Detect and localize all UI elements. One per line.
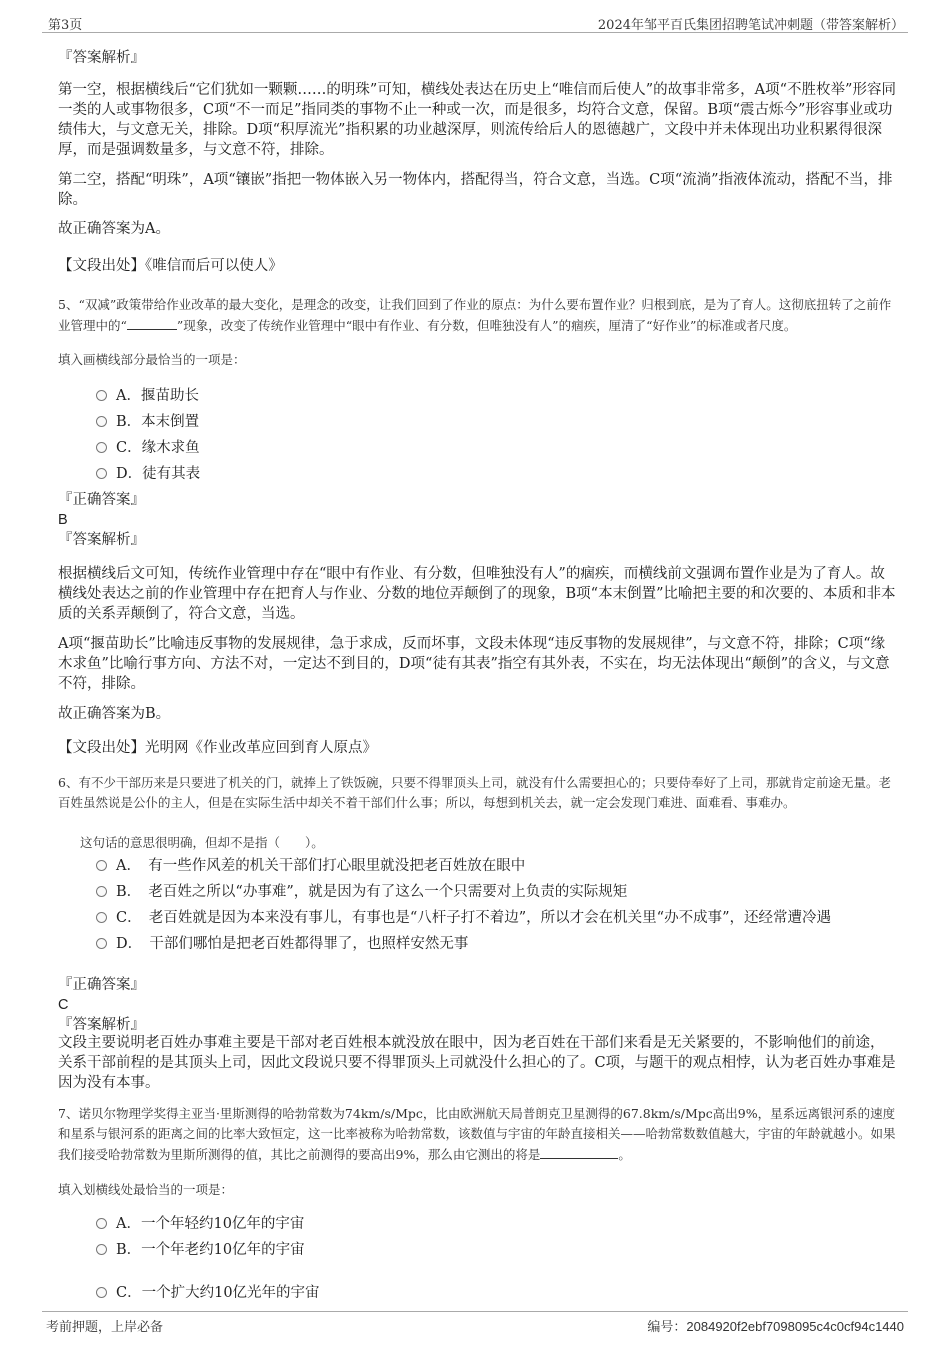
document-code: 编号：2084920f2ebf7098095c4c0cf94c1440: [647, 1319, 904, 1334]
q7-option-c[interactable]: [96, 1283, 320, 1303]
q7-option-b[interactable]: [96, 1240, 305, 1260]
radio-icon[interactable]: [96, 468, 107, 479]
radio-icon[interactable]: [96, 912, 107, 923]
q6-analysis: 文段主要说明老百姓办事难主要是干部对老百姓根本就没放在眼中，因为老百姓在干部们来看是无关紧要的，不影响他们的前途，关系干部前程的是其顶头上司，因此文段说只要不得罪顶头上司就没什么担心的了。C项，与题干的观点相悖，认为老百姓办事难是因为没有本事。: [58, 1035, 896, 1091]
radio-icon[interactable]: [96, 390, 107, 401]
prev-analysis-para2: 第二空，搭配“明珠”，A项“镶嵌”指把一物体嵌入另一物体内，搭配得当，符合文意，当选。C项“流淌”指液体流动，搭配不当，排除。: [58, 172, 893, 208]
q6-prompt: 这句话的意思很明确，但却不是指（ ）。: [80, 835, 324, 850]
q6-option-a[interactable]: [96, 856, 525, 876]
q6-option-b-label: B． 老百姓之所以“办事难”，就是因为有了这么一个只需要对上负责的实际规矩: [116, 884, 628, 900]
radio-icon[interactable]: [96, 416, 107, 427]
document-title: 2024年邹平百氏集团招聘笔试冲刺题（带答案解析）: [597, 18, 904, 33]
q5-answer-label: 『正确答案』: [58, 492, 145, 508]
radio-icon[interactable]: [96, 860, 107, 871]
q6-analysis-label: 『答案解析』: [58, 1017, 145, 1033]
page-number: 第3页: [48, 18, 83, 33]
q7-stem: [58, 1104, 898, 1165]
prev-conclusion: 故正确答案为A。: [58, 221, 170, 237]
q7-stem-text: 7、诺贝尔物理学奖得主亚当·里斯测得的哈勃常数为74km/s/Mpc，比由欧洲航天局普朗克卫星测得的67.8km/s/Mpc高出9%，星系远离银河系的速度和星系与银河系的距离之间的比率大致恒定，这一比率被称为哈勃常数，该数值与宇宙的年龄直接相关——哈勃常数数值越大，宇宙的年龄就越小。如果我们接受哈勃常数为里斯所测得的值，其比之前测得的要高出9%，那么由它测出的将是: [58, 1106, 896, 1162]
radio-icon[interactable]: [96, 886, 107, 897]
q6-option-c[interactable]: [96, 908, 831, 928]
q5-stem: [58, 295, 898, 336]
q7-option-a-label: A．一个年轻约10亿年的宇宙: [116, 1216, 305, 1232]
q5-option-d-label: D．徒有其表: [116, 466, 201, 482]
q6-option-b[interactable]: [96, 882, 627, 902]
q5-prompt: 填入画横线部分最恰当的一项是：: [58, 352, 246, 367]
q7-stem-end: 。: [618, 1147, 631, 1162]
footer-slogan: 考前押题，上岸必备: [46, 1320, 164, 1335]
q6-option-d-label: D． 干部们哪怕是把老百姓都得罪了，也照样安然无事: [116, 936, 469, 952]
radio-icon[interactable]: [96, 1244, 107, 1255]
q7-option-c-label: C．一个扩大约10亿光年的宇宙: [116, 1285, 320, 1301]
radio-icon[interactable]: [96, 1218, 107, 1229]
q5-analysis-label: 『答案解析』: [58, 532, 145, 548]
q5-conclusion: 故正确答案为B。: [58, 706, 171, 722]
q6-option-d[interactable]: [96, 934, 468, 954]
q5-stem-after: ”现象，改变了传统作业管理中“眼中有作业、有分数，但唯独没有人”的痼疾，厘清了“好作业”的标准或者尺度。: [176, 318, 797, 333]
q5-stem-before: 5、“双减”政策带给作业改革的最大变化，是理念的改变，让我们回到了作业的原点：为什么要布置作业？归根到底，是为了育人。这彻底扭转了之前作业管理中的“: [58, 297, 892, 333]
q6-stem: 6、有不少干部历来是只要进了机关的门，就捧上了铁饭碗，只要不得罪顶头上司，就没有什么需要担心的；只要侍奉好了上司，那就肯定前途无量。老百姓虽然说是公仆的主人，但是在实际生活中却关不着干部们什么事；所以，每想到机关去，就一定会发现门难进、面难看、事难办。: [58, 775, 891, 810]
q5-answer: B: [58, 512, 68, 528]
q5-option-b[interactable]: [96, 412, 199, 432]
q5-analysis-para2: A项“揠苗助长”比喻违反事物的发展规律，急于求成，反而坏事，文段未体现“违反事物的发展规律”，与文意不符，排除；C项“缘木求鱼”比喻行事方向、方法不对，一定达不到目的，D项“徒有其表”指空有其外表，不实在，均无法体现出“颠倒”的含义，与文意不符，排除。: [58, 636, 890, 692]
q5-blank: [127, 315, 177, 330]
q5-option-a-label: A．揠苗助长: [116, 388, 199, 404]
q7-prompt: 填入划横线处最恰当的一项是：: [58, 1182, 234, 1197]
q5-source: 【文段出处】光明网《作业改革应回到育人原点》: [58, 740, 377, 756]
q7-option-a[interactable]: [96, 1214, 304, 1234]
q5-option-c-label: C．缘木求鱼: [116, 440, 200, 456]
q7-option-b-label: B．一个年老约10亿年的宇宙: [116, 1242, 305, 1258]
page-footer: [42, 1311, 908, 1336]
q5-option-b-label: B．本末倒置: [116, 414, 200, 430]
radio-icon[interactable]: [96, 442, 107, 453]
q6-option-a-label: A． 有一些作风差的机关干部们打心眼里就没把老百姓放在眼中: [116, 858, 526, 874]
q5-option-c[interactable]: [96, 438, 200, 458]
q6-answer-label: 『正确答案』: [58, 977, 145, 993]
page-header: [42, 12, 908, 33]
q6-answer: C: [58, 997, 69, 1013]
q7-blank: [540, 1144, 618, 1159]
prev-source: 【文段出处】《唯信而后可以使人》: [58, 258, 283, 274]
q5-option-a[interactable]: [96, 386, 199, 406]
radio-icon[interactable]: [96, 938, 107, 949]
radio-icon[interactable]: [96, 1287, 107, 1298]
q5-analysis-para1: 根据横线后文可知，传统作业管理中存在“眼中有作业、有分数，但唯独没有人”的痼疾，而横线前文强调布置作业是为了育人。故横线处表达之前的作业管理中存在把育人与作业、分数的地位弄颠倒了的现象，B项“本末倒置”比喻把主要的和次要的、本质和非本质的关系弄颠倒了，符合文意，当选。: [58, 566, 896, 622]
prev-analysis-para1: 第一空，根据横线后“它们犹如一颗颗……的明珠”可知，横线处表达在历史上“唯信而后使人”的故事非常多，A项“不胜枚举”形容同一类的人或事物很多，C项“不一而足”指同类的事物不止一种或一次，而是很多，均符合文意，保留。B项“震古烁今”形容事业或功绩伟大，与文意无关，排除。D项“积厚流光”指积累的功业越深厚，则流传给后人的恩德越广，文段中并未体现出功业积累得很深厚，而是强调数量多，与文意不符，排除。: [58, 82, 896, 158]
prev-analysis-label: 『答案解析』: [58, 50, 145, 66]
q6-option-c-label: C． 老百姓就是因为本来没有事儿，有事也是“八杆子打不着边”，所以才会在机关里“办不成事”，还经常遭冷遇: [116, 910, 831, 926]
q5-option-d[interactable]: [96, 464, 200, 484]
